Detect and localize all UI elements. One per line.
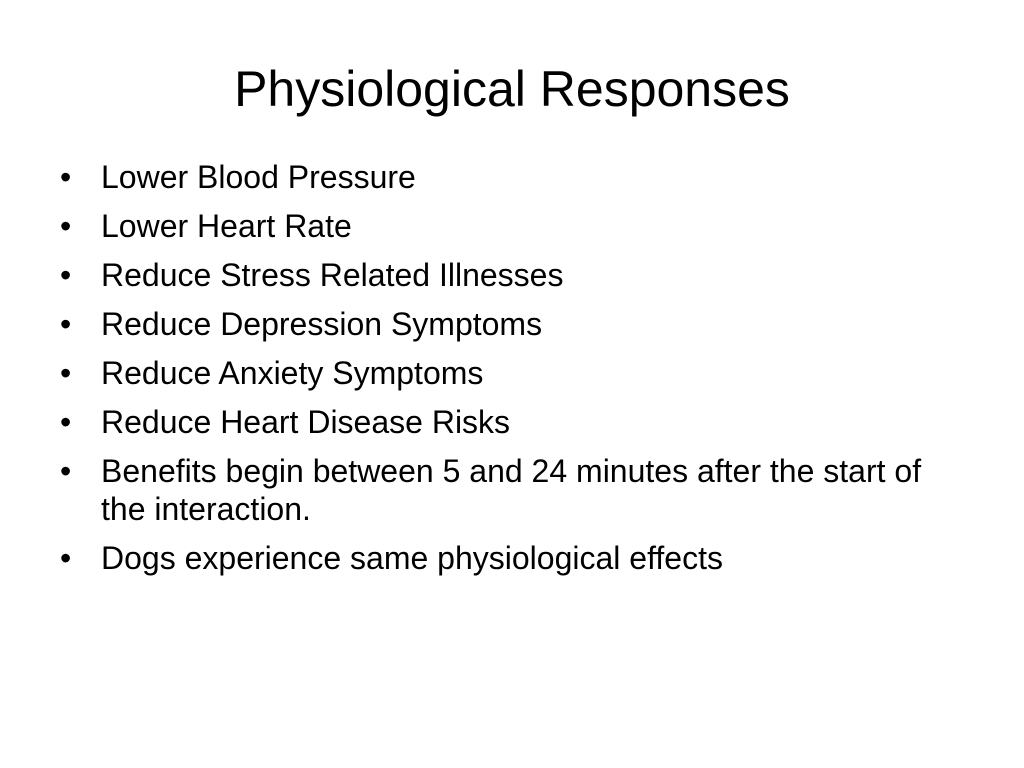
bullet-text: Benefits begin between 5 and 24 minutes after the start of the interaction. [101, 453, 922, 527]
bullet-text: Reduce Depression Symptoms [101, 306, 543, 342]
bullet-icon: • [60, 355, 72, 391]
bullet-icon: • [60, 540, 72, 576]
bullet-icon: • [60, 159, 72, 195]
slide-title: Physiological Responses [234, 61, 790, 117]
bullet-text: Lower Blood Pressure [101, 159, 416, 195]
bullet-item [60, 452, 960, 528]
bullet-item [60, 403, 960, 441]
bullet-text: Reduce Stress Related Illnesses [101, 257, 564, 293]
bullet-text: Reduce Heart Disease Risks [101, 404, 511, 440]
bullet-item [60, 158, 960, 196]
bullet-item [60, 305, 960, 343]
bullet-icon: • [60, 208, 72, 244]
bullet-text: Dogs experience same physiological effects [101, 540, 723, 576]
bullet-item [60, 207, 960, 245]
bullet-text: Reduce Anxiety Symptoms [101, 355, 484, 391]
bullet-item [60, 256, 960, 294]
bullet-text: Lower Heart Rate [101, 208, 352, 244]
bullet-icon: • [60, 257, 72, 293]
bullet-list [60, 158, 960, 588]
bullet-icon: • [60, 404, 72, 440]
bullet-item [60, 539, 960, 577]
bullet-icon: • [60, 453, 72, 489]
bullet-icon: • [60, 306, 72, 342]
bullet-item [60, 354, 960, 392]
